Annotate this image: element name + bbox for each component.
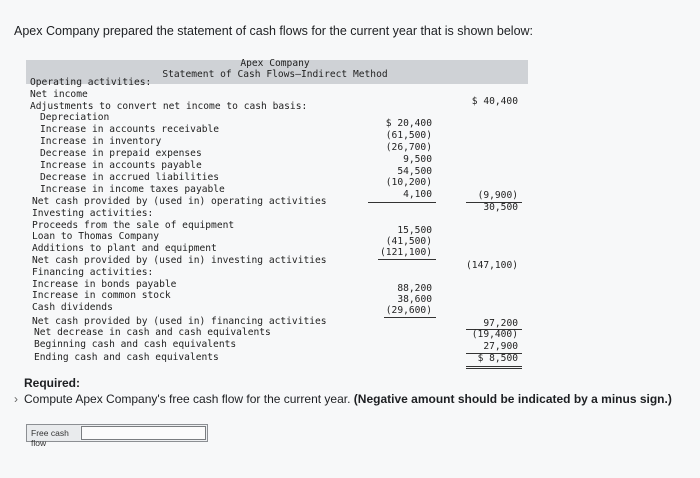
additions-label: Additions to plant and equipment [32,243,217,254]
underline [384,317,436,318]
inc-ar-label: Increase in accounts receivable [40,124,220,135]
free-cash-flow-input[interactable] [81,426,206,440]
bullet-icon: › [14,392,18,406]
inc-bonds-amount: 88,200 [397,283,432,294]
adjustments-total-amount: (9,900) [477,190,518,201]
beginning-cash-amount: 27,900 [483,341,518,352]
adjustments-heading: Adjustments to convert net income to cash basis: [30,101,308,112]
inc-stock-label: Increase in common stock [32,290,171,301]
inc-tax-label: Increase in income taxes payable [40,184,225,195]
loan-amount: (41,500) [385,236,432,247]
net-decrease-label: Net decrease in cash and cash equivalents [34,327,271,338]
ending-cash-amount: $ 8,500 [477,353,518,364]
depreciation-label: Depreciation [40,112,110,123]
dec-prepaid-label: Decrease in prepaid expenses [40,148,202,159]
net-operating-label: Net cash provided by (used in) operating activities [32,196,327,207]
dividends-label: Cash dividends [32,302,113,313]
intro-text: Apex Company prepared the statement of cash flows for the current year that is shown below: [14,24,534,38]
dividends-amount: (29,600) [385,305,432,316]
double-underline [466,368,522,369]
net-investing-amount: (147,100) [466,260,518,271]
sale-equipment-label: Proceeds from the sale of equipment [32,220,235,231]
dec-prepaid-amount: 9,500 [403,154,432,165]
required-text [24,392,672,406]
company-name: Apex Company [240,58,310,69]
inc-ap-label: Increase in accounts payable [40,160,202,171]
investing-heading: Investing activities: [32,208,154,219]
answer-row [26,424,208,448]
inc-tax-amount: 4,100 [403,189,432,200]
inc-stock-amount: 38,600 [397,294,432,305]
free-cash-flow-label: Free cash flow [27,425,80,441]
inc-inv-amount: (26,700) [385,142,432,153]
inc-bonds-label: Increase in bonds payable [32,279,177,290]
net-financing-amount: 97,200 [483,318,518,329]
underline [378,259,436,260]
additions-amount: (121,100) [380,247,432,258]
inc-ar-amount: (61,500) [385,130,432,141]
underline [368,202,436,203]
financing-heading: Financing activities: [32,267,154,278]
required-heading: Required: [24,376,81,390]
ending-cash-label: Ending cash and cash equivalents [34,352,219,363]
net-decrease-amount: (19,400) [471,329,518,340]
required-note: (Negative amount should be indicated by a minus sign.) [353,392,672,406]
loan-label: Loan to Thomas Company [32,231,160,242]
depreciation-amount: $ 20,400 [385,118,432,129]
inc-ap-amount: 54,500 [397,166,432,177]
double-underline [466,366,522,367]
sale-equipment-amount: 15,500 [397,225,432,236]
net-income-amount: $ 40,400 [471,96,518,107]
net-financing-label: Net cash provided by (used in) financing activities [32,316,327,327]
beginning-cash-label: Beginning cash and cash equivalents [34,339,237,350]
dec-accrued-label: Decrease in accrued liabilities [40,172,220,183]
dec-accrued-amount: (10,200) [385,177,432,188]
operating-heading: Operating activities: [30,77,152,88]
net-operating-amount: 30,500 [483,202,518,213]
net-investing-label: Net cash provided by (used in) investing activities [32,255,327,266]
inc-inv-label: Increase in inventory [40,136,162,147]
required-question: Compute Apex Company's free cash flow for the current year. [24,392,351,406]
statement-title: Statement of Cash Flows—Indirect Method [162,69,388,80]
net-income-label: Net income [30,89,88,100]
